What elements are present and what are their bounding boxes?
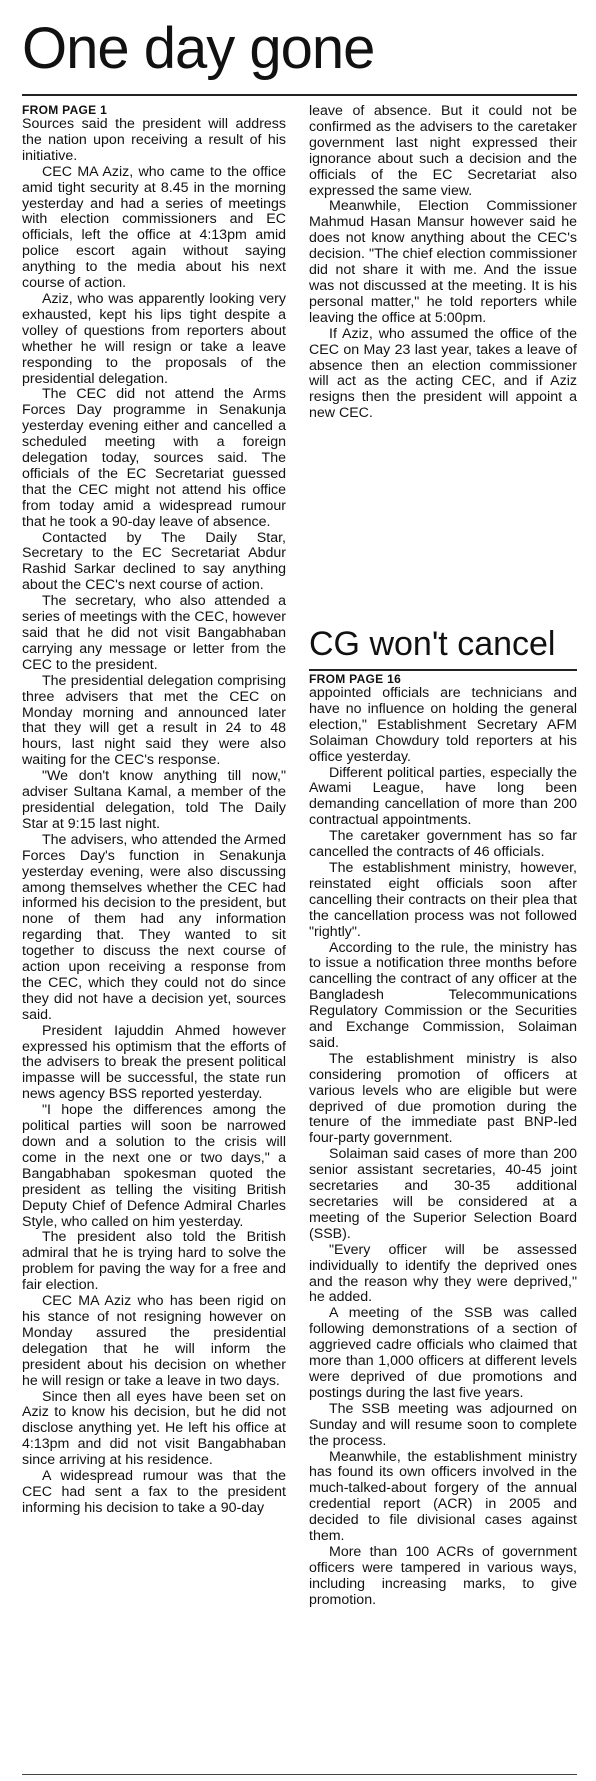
story1-paragraph: The presidential delegation comprising three advisers that met the CEC on Monday morning and announced later that they will get a result in 24 to 48 hours, last night said they were also waiting for the CEC's response.	[22, 672, 286, 769]
story1-paragraph: leave of absence. But it could not be confirmed as the advisers to the caretaker government last night expressed their ignorance about such a decision and the officials of the EC Secretariat also expressed the same view.	[309, 103, 577, 199]
story2-paragraph: appointed officials are technicians and have no influence on holding the general election," Establishment Secretary AFM Solaiman Chowdury told reporters at his office yesterday.	[309, 685, 577, 765]
story1-column-1	[22, 104, 286, 1517]
bottom-rule	[22, 1774, 577, 1775]
story2-paragraph: A meeting of the SSB was called following demonstrations of a section of aggrieved cadre officials who claimed that more than 1,000 officers at different levels were deprived of due promotions and postings during the last five years.	[309, 1305, 577, 1401]
story1-paragraph: "We don't know anything till now," adviser Sultana Kamal, a member of the presidential delegation, told The Daily Star at 9:15 last night.	[22, 768, 286, 832]
headline-rule	[22, 94, 577, 96]
story1-paragraph: CEC MA Aziz who has been rigid on his stance of not resigning however on Monday assured the presidential delegation that he will inform the president about his decision on whether he will resign or take a leave in two days.	[22, 1293, 286, 1389]
story2-paragraph: The establishment ministry, however, reinstated eight officials soon after cancelling their contracts on their plea that the cancellation process was not followed "rightly".	[309, 859, 577, 940]
story1-paragraph: Since then all eyes have been set on Aziz to know his decision, but he did not disclose anything yet. He left his office at 4:13pm and did not visit Bangabhaban since arriving at his residence.	[22, 1388, 286, 1469]
story2-paragraph: More than 100 ACRs of government officers were tampered in various ways, including increasing marks, to give promotion.	[309, 1543, 577, 1608]
story1-paragraph: CEC MA Aziz, who came to the office amid tight security at 8.45 in the morning yesterday and had a series of meetings with election commissioners and EC officials, left the office at 4:13pm amid police escort again without saying anything to the media about his next course of action.	[22, 163, 286, 292]
story1-paragraph: The secretary, who also attended a series of meetings with the CEC, however said that he did not visit Bangabhaban carrying any message or letter from the CEC to the president.	[22, 593, 286, 673]
story1-paragraph: Meanwhile, Election Commissioner Mahmud Hasan Mansur however said he does not know anything about the CEC's decision. "The chief election commissioner did not share it with me. And the issue was not discussed at the meeting. It is his personal matter," he told reporters while leaving the office at 5:00pm.	[309, 198, 577, 326]
story2-paragraph: According to the rule, the ministry has to issue a notification three months before cancelling the contract of any officer at the Bangladesh Telecommunications Regulatory Commission or the Securities and Exchange Commission, Solaiman said.	[309, 939, 577, 1051]
story2-paragraph: Solaiman said cases of more than 200 senior assistant secretaries, 40-45 joint secretaries and 30-35 additional secretaries will be considered at a meeting of the Superior Selection Board (SSB).	[309, 1146, 577, 1242]
story1-paragraph: If Aziz, who assumed the office of the CEC on May 23 last year, takes a leave of absence then an election commissioner will act as the acting CEC, and if Aziz resigns then the president will appoint a new CEC.	[309, 325, 577, 422]
story1-paragraph: The advisers, who attended the Armed Forces Day's function in Senakunja yesterday evening, were also discussing among themselves whether the CEC had informed his decision to the president, but none of them had any information regarding that. They wanted to sit together to discuss the next course of action upon receiving a response from the CEC, which they could not do since they did not have a decision yet, sources said.	[22, 831, 286, 1023]
story1-column-2	[309, 104, 577, 422]
story1-paragraph: A widespread rumour was that the CEC had sent a fax to the president informing his decision to take a 90-day	[22, 1468, 286, 1516]
story2-paragraph: Meanwhile, the establishment ministry has found its own officers involved in the much-talked-about forgery of the annual credential report (ACR) in 2005 and decided to file divisional cases against them.	[309, 1448, 577, 1545]
story2-headline: CG won't cancel	[309, 625, 556, 663]
story1-paragraph: The CEC did not attend the Arms Forces Day programme in Senakunja yesterday evening either and cancelled a scheduled meeting with a foreign delegation today, sources said. The officials of the EC Secretariat guessed that the CEC might not attend his office from today amid a widespread rumour that he took a 90-day leave of absence.	[22, 386, 286, 530]
story2-paragraph: The SSB meeting was adjourned on Sunday and will resume soon to complete the process.	[309, 1400, 577, 1449]
story1-paragraph: President Iajuddin Ahmed however expressed his optimism that the efforts of the advisers to break the present political impasse will be successful, the state run news agency BSS reported yesterday.	[22, 1022, 286, 1103]
story2-column	[309, 673, 577, 1609]
story2-kicker: FROM PAGE 16	[309, 672, 402, 686]
story2-paragraph: The caretaker government has so far cancelled the contracts of 46 officials.	[309, 828, 577, 861]
story1-paragraph: Aziz, who was apparently looking very exhausted, kept his lips tight despite a volley of questions from reporters about whether he will resign or take a leave responding to the proposals of the presidential delegation.	[22, 290, 286, 387]
story2-paragraph: "Every officer will be assessed individually to identify the deprived ones and the reason why they were deprived," he added.	[309, 1241, 577, 1306]
story2-headline-rule	[309, 669, 577, 671]
story1-paragraph: Contacted by The Daily Star, Secretary to the EC Secretariat Abdur Rashid Sarkar declined to say anything about the CEC's next course of action.	[22, 529, 286, 594]
story1-paragraph: The president also told the British admiral that he is trying hard to solve the problem for paving the way for a free and fair election.	[22, 1229, 286, 1294]
story1-headline: One day gone	[22, 16, 375, 81]
story1-kicker: FROM PAGE 1	[22, 103, 108, 117]
story1-paragraph: Sources said the president will address the nation upon receiving a result of his initiative.	[22, 116, 286, 164]
story2-paragraph: The establishment ministry is also considering promotion of officers at various levels who are eligible but were deprived of due promotion during the tenure of the immediate past BNP-led four-party government.	[309, 1050, 577, 1147]
story2-paragraph: Different political parties, especially the Awami League, have long been demanding cancellation of more than 200 contractual appointments.	[309, 764, 577, 829]
story1-paragraph: "I hope the differences among the political parties will soon be narrowed down and a solution to the crisis will come in the next one or two days," a Bangabhaban spokesman quoted the president as telling the visiting British Deputy Chief of Defence Admiral Charles Style, who called on him yesterday.	[22, 1102, 286, 1230]
